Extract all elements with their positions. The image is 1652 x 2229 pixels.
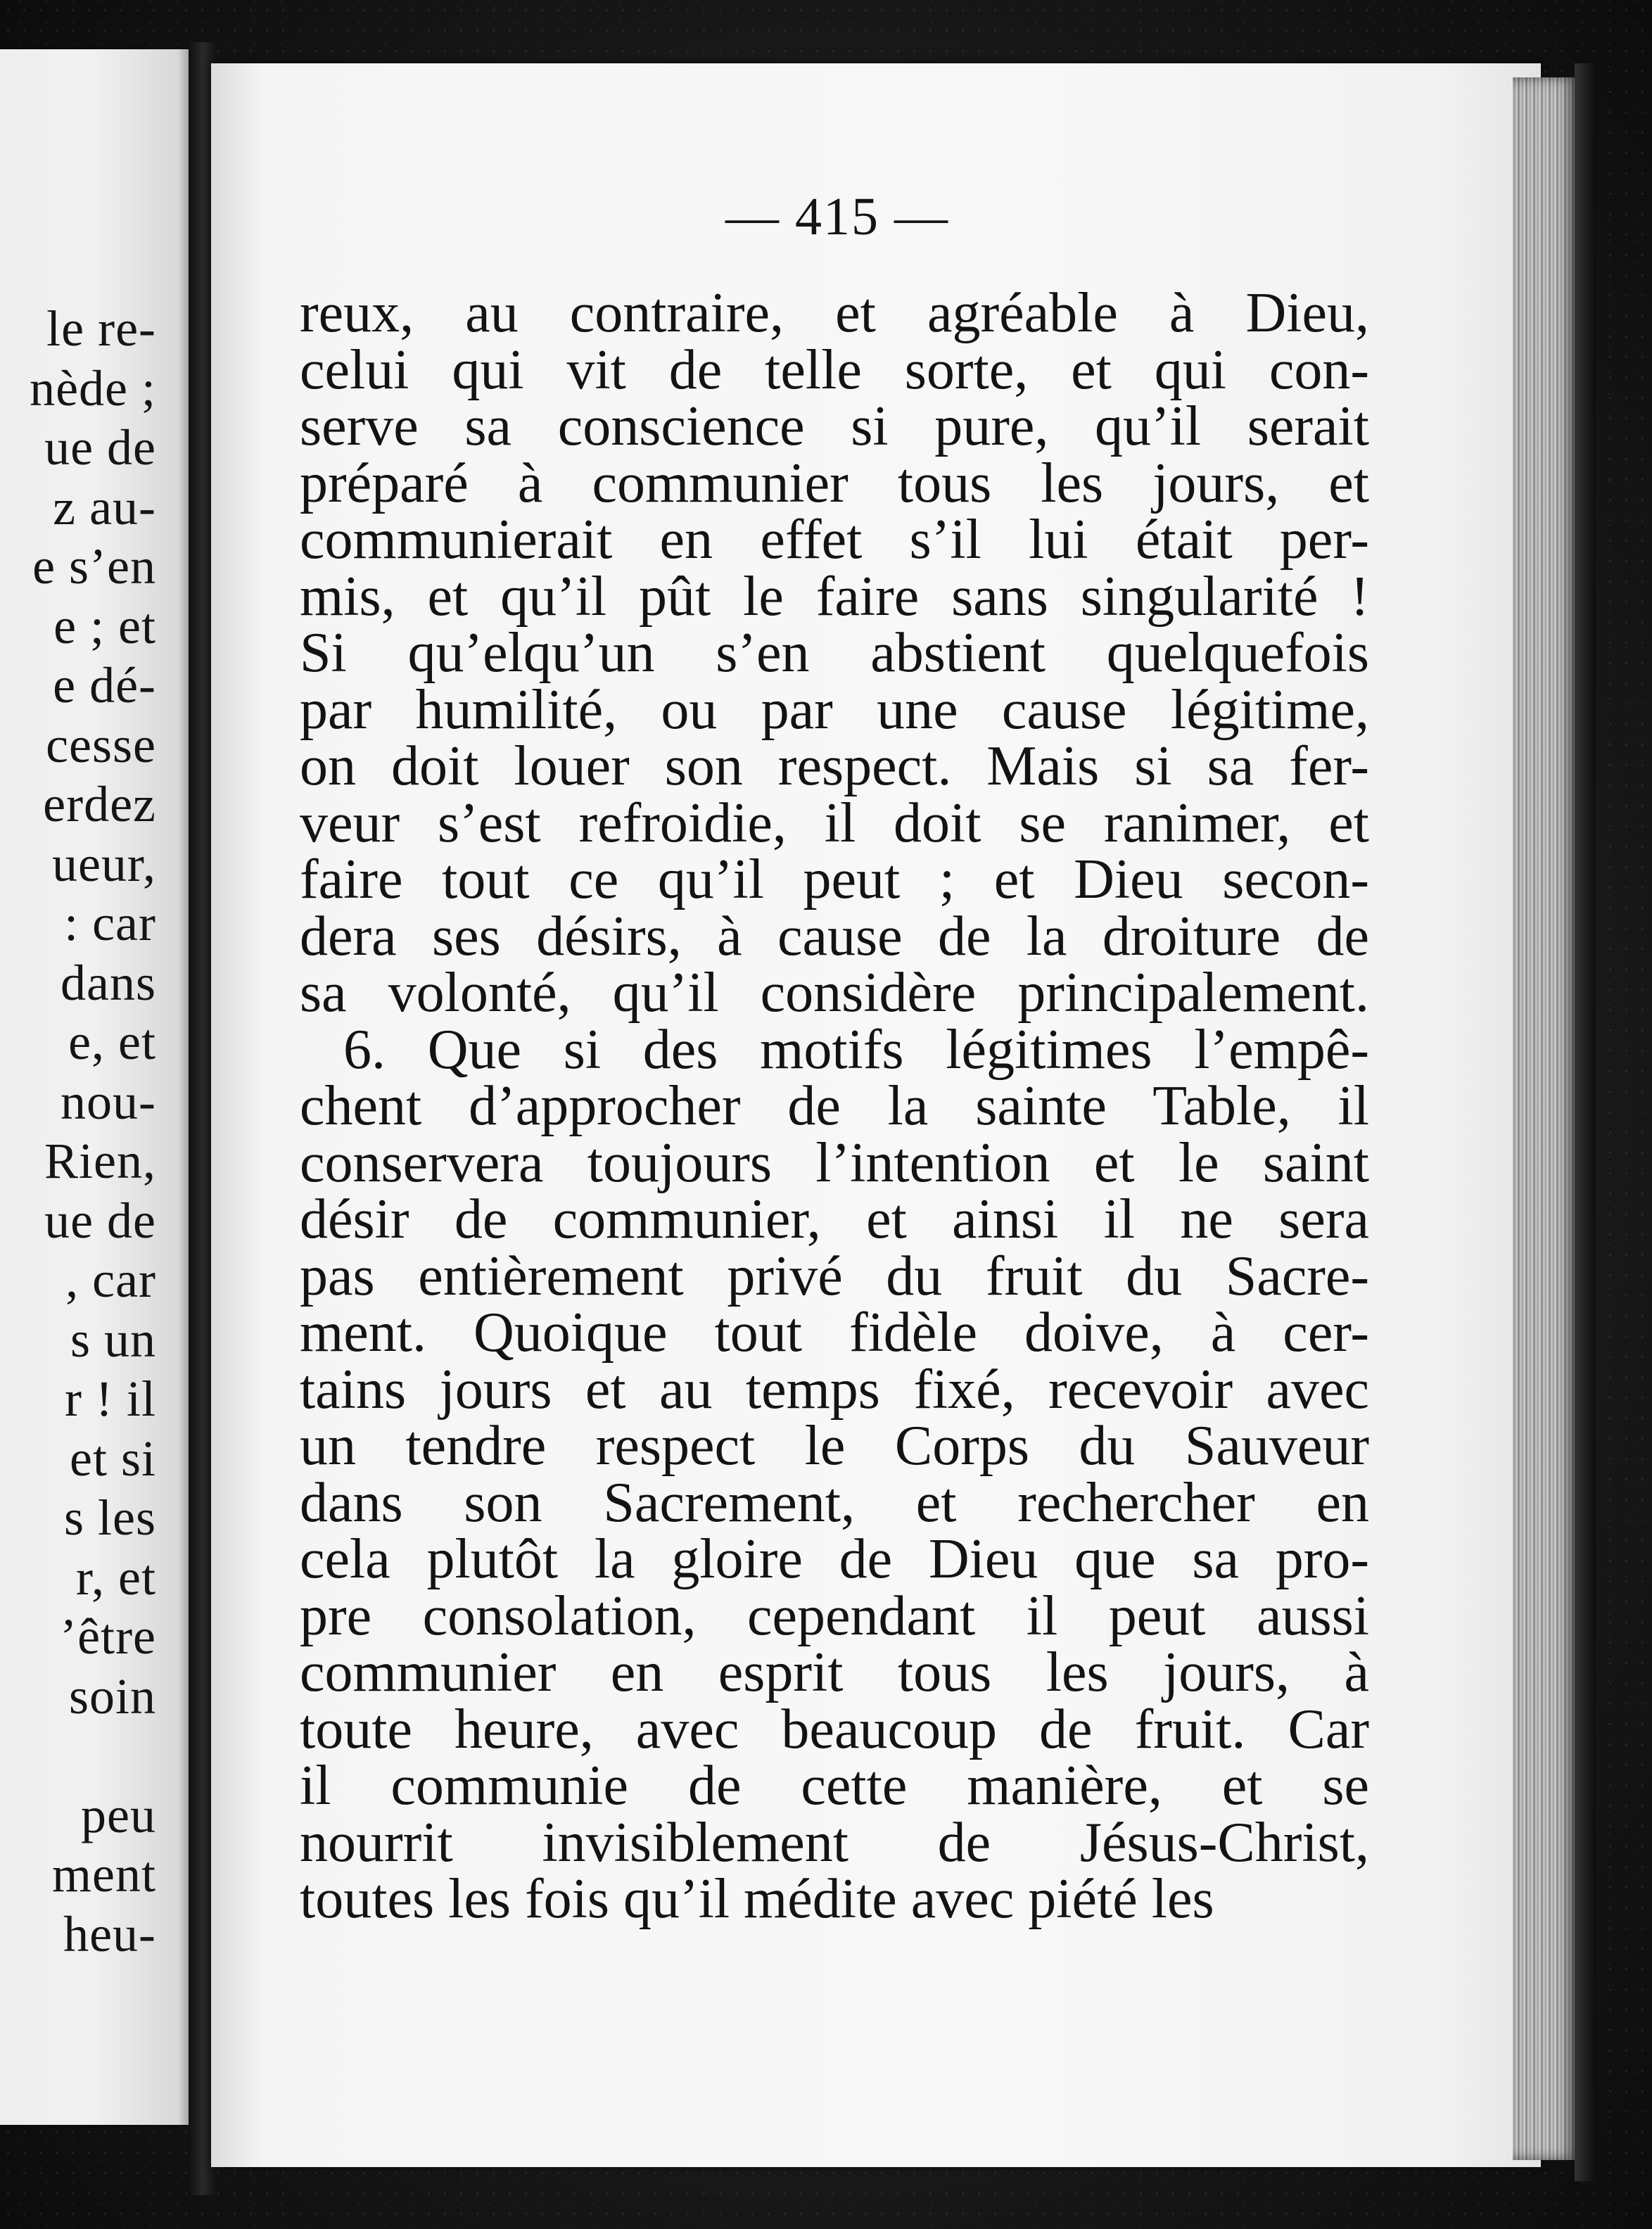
text-line: 6. Que si des motifs légitimes l’empê-: [343, 1018, 1369, 1081]
text-line: pre consolation, cependant il peut aussi: [300, 1585, 1369, 1647]
facing-text-line: heu-: [63, 1905, 156, 1962]
text-line: communierait en effet s’il lui était per-: [300, 509, 1369, 571]
facing-text-line: s un: [70, 1311, 156, 1368]
facing-text-line: r ! il: [65, 1371, 156, 1427]
text-line: tains jours et au temps fixé, recevoir avec: [300, 1358, 1369, 1421]
text-line: toutes les fois qu’il médite avec piété les: [300, 1868, 1214, 1930]
facing-page-left: [0, 49, 191, 2125]
facing-text-line: nède ;: [30, 360, 156, 417]
text-line: nourrit invisiblement de Jésus-Christ,: [300, 1811, 1369, 1874]
facing-text-line: ment: [52, 1846, 156, 1903]
facing-text-line: s les: [64, 1490, 156, 1546]
facing-text-line: e dé-: [53, 657, 156, 713]
text-line: dans son Sacrement, et rechercher en: [300, 1471, 1369, 1534]
facing-text-line: ue de: [44, 1192, 156, 1249]
facing-text-line: ueur,: [51, 835, 156, 892]
facing-text-line: , car: [65, 1252, 156, 1308]
facing-text-line: r, et: [75, 1549, 156, 1606]
text-line: communier en esprit tous les jours, à: [300, 1641, 1369, 1703]
book-cover-edge: [1575, 63, 1596, 2181]
page-block-edges: [1513, 77, 1576, 2160]
facing-text-line: e s’en: [32, 538, 156, 595]
text-line: mis, et qu’il pût le faire sans singularité !: [300, 565, 1369, 628]
text-line: faire tout ce qu’il peut ; et Dieu secon-: [300, 849, 1369, 910]
facing-text-line: cesse: [46, 716, 156, 773]
facing-text-line: soin: [68, 1668, 156, 1725]
facing-text-gap: [0, 1726, 156, 1786]
text-line: celui qui vit de telle sorte, et qui con-: [300, 338, 1369, 401]
text-line: reux, au contraire, et agréable à Dieu,: [300, 282, 1369, 344]
text-line: cela plutôt la gloire de Dieu que sa pro-: [300, 1528, 1369, 1590]
page-body-text: [300, 282, 1369, 1930]
facing-text-line: : car: [64, 895, 156, 951]
text-line: désir de communier, et ainsi il ne sera: [300, 1188, 1369, 1250]
text-line: Si qu’elqu’un s’en abstient quelquefois: [300, 622, 1369, 684]
facing-page-text: [0, 299, 156, 1964]
page-number: — 415 —: [725, 187, 949, 246]
facing-text-line: z au-: [53, 478, 156, 535]
text-line: serve sa conscience si pure, qu’il serait: [300, 395, 1369, 457]
text-line: chent d’approcher de la sainte Table, il: [300, 1075, 1369, 1137]
text-line: pas entièrement privé du fruit du Sacre-: [300, 1245, 1369, 1307]
facing-text-line: dans: [61, 954, 156, 1011]
facing-text-line: ue de: [44, 419, 156, 476]
facing-text-line: peu: [81, 1786, 156, 1843]
text-line: veur s’est refroidie, il doit se ranimer, et: [300, 792, 1369, 854]
facing-text-line: Rien,: [44, 1133, 156, 1189]
facing-text-line: nou-: [61, 1073, 156, 1130]
text-line: il communie de cette manière, et se: [300, 1755, 1369, 1817]
text-line: sa volonté, qu’il considère principalement.: [300, 962, 1369, 1024]
text-line: on doit louer son respect. Mais si sa fer-: [300, 735, 1369, 797]
facing-text-line: le re-: [46, 300, 156, 357]
facing-text-line: e, et: [68, 1014, 156, 1070]
text-line: conservera toujours l’intention et le saint: [300, 1131, 1369, 1194]
text-line: un tendre respect le Corps du Sauveur: [300, 1415, 1369, 1477]
facing-text-line: ’être: [60, 1608, 156, 1665]
text-line: préparé à communier tous les jours, et: [300, 452, 1369, 514]
text-line: par humilité, ou par une cause légitime,: [300, 678, 1369, 741]
facing-text-line: e ; et: [53, 597, 156, 654]
text-line: toute heure, avec beaucoup de fruit. Car: [300, 1698, 1369, 1760]
facing-text-line: et si: [70, 1430, 156, 1487]
text-line: dera ses désirs, à cause de la droiture de: [300, 905, 1369, 967]
text-line: ment. Quoique tout fidèle doive, à cer-: [300, 1302, 1369, 1364]
facing-text-line: erdez: [43, 776, 156, 832]
